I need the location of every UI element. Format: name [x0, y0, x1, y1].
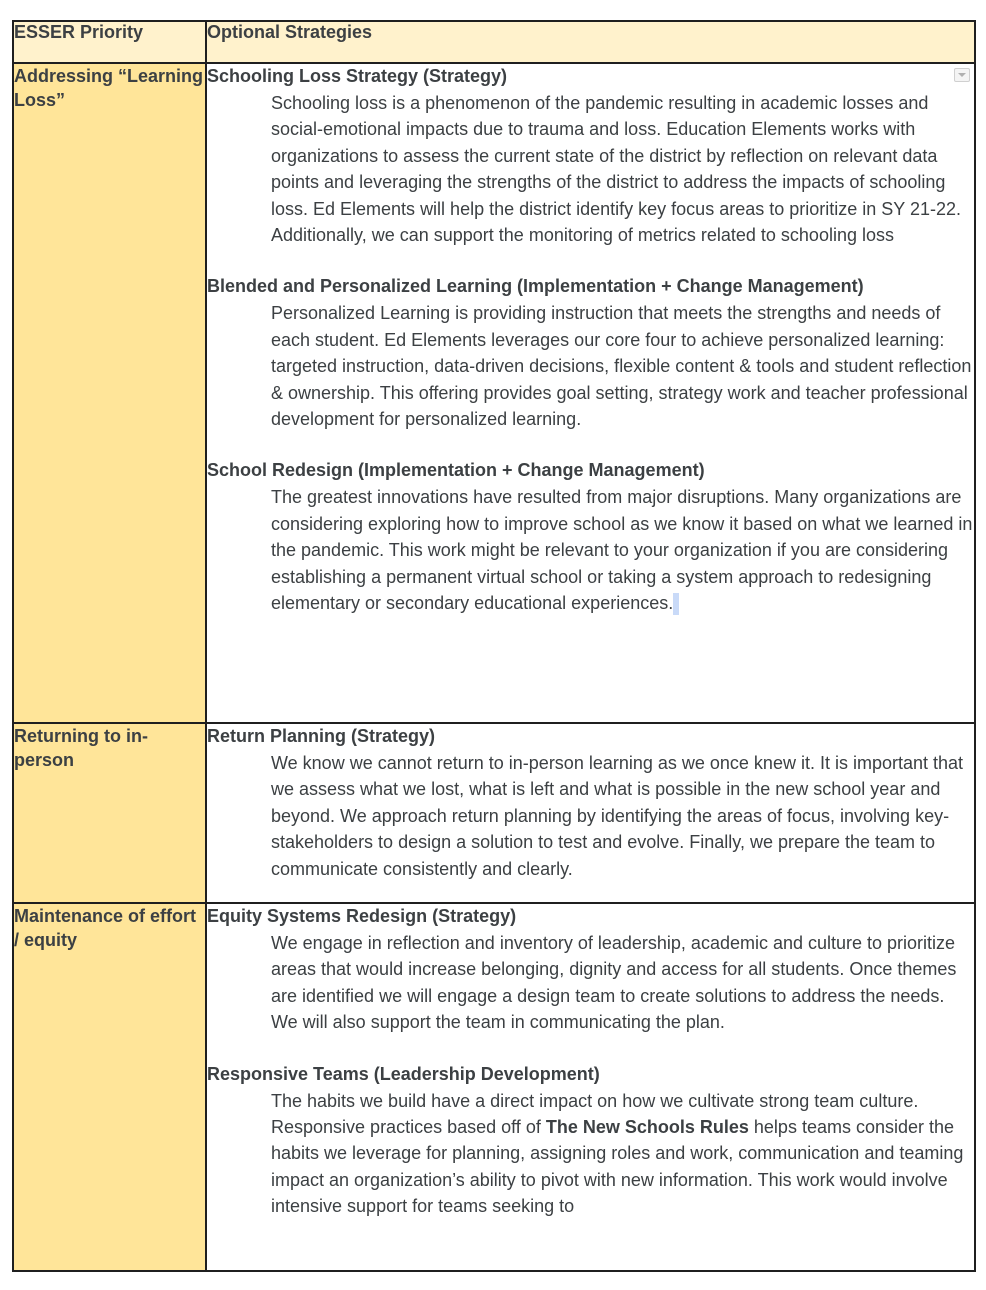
table-row [13, 903, 975, 1271]
strategy-description: Schooling loss is a phenomenon of the pandemic resulting in academic losses and social-emotional impacts due to trauma and loss. Education Elements works with organizations to assess the current state of the district by reflection on relevant data points and leveraging the strengths of the district to address the impacts of schooling loss. Ed Elements will help the district identify key focus areas to prioritize in SY 21-22. Additionally, we can support the monitoring of metrics related to schooling loss [271, 93, 961, 246]
table-row [13, 723, 975, 903]
strategies-cell [206, 63, 975, 723]
strategy-title: Equity Systems Redesign (Strategy) [207, 906, 517, 926]
priority-cell: Returning to in-person [13, 723, 206, 903]
priority-cell: Maintenance of effort / equity [13, 903, 206, 1271]
strategy-title: School Redesign (Implementation + Change Management) [207, 460, 705, 481]
book-title-new-schools-rules: The New Schools Rules [545, 1117, 749, 1138]
header-row [13, 21, 975, 63]
strategy-item [207, 458, 974, 616]
esser-table [12, 20, 976, 1272]
strategy-title: Blended and Personalized Learning (Implementation + Change Management) [207, 276, 864, 297]
strategy-description-text: The greatest innovations have resulted from major disruptions. Many organizations are considering exploring how to improve school as we know it based on what we learned in the pandemic. This work might be relevant to your organization if you are considering establishing a permanent virtual school or taking a system approach to redesigning elementary or secondary educational experiences. [271, 487, 973, 614]
strategy-description: We engage in reflection and inventory of leadership, academic and culture to prioritize areas that would increase belonging, dignity and access for all students. Once themes are identified we will engage a design team to create solutions to address the needs. We will also support the team in communicating the plan. [271, 933, 957, 1033]
strategies-cell [206, 723, 975, 903]
strategy-description: We know we cannot return to in-person learning as we once knew it. It is important that we assess what we lost, what is left and what is possible in the new school year and beyond. We approach return planning by identifying the areas of focus, involving key-stakeholders to design a solution to test and evolve. Finally, we prepare the team to communicate consistently and clearly. [271, 753, 964, 879]
header-optional-strategies: Optional Strategies [206, 21, 975, 63]
strategy-description [271, 484, 974, 616]
strategy-item [207, 904, 974, 1036]
dropdown-indicator-icon[interactable] [954, 68, 970, 82]
priority-cell: Addressing “Learning Loss” [13, 63, 206, 723]
strategy-title: Return Planning (Strategy) [207, 726, 436, 746]
description-text-before: The habits we build have a direct impact on how we cultivate strong team culture. Responsive practices based off of [271, 1090, 919, 1138]
strategy-title: Schooling Loss Strategy (Strategy) [207, 66, 508, 86]
strategy-description: Personalized Learning is providing instruction that meets the strengths and needs of each student. Ed Elements leverages our core four to achieve personalized learning: targeted instruction, data-driven decisions, flexible content & tools and student reflection & ownership. This offering provides goal setting, strategy work and teacher professional development for personalized learning. [271, 303, 972, 430]
strategy-item [207, 1062, 974, 1220]
strategy-item [207, 724, 974, 882]
strategy-item [207, 274, 974, 432]
strategy-description [271, 1088, 974, 1220]
strategy-title: Responsive Teams (Leadership Development) [207, 1063, 600, 1084]
description-text-after: helps teams consider the habits we leverage for planning, assigning roles and work, communication and teaming impact an organization’s ability to pivot with new information. This work would involve intensive support for teams seeking to [271, 1117, 964, 1217]
strategies-cell [206, 903, 975, 1271]
header-esser-priority: ESSER Priority [13, 21, 206, 63]
strategy-item [207, 64, 974, 248]
table-row [13, 63, 975, 723]
text-cursor-selection [673, 593, 679, 615]
